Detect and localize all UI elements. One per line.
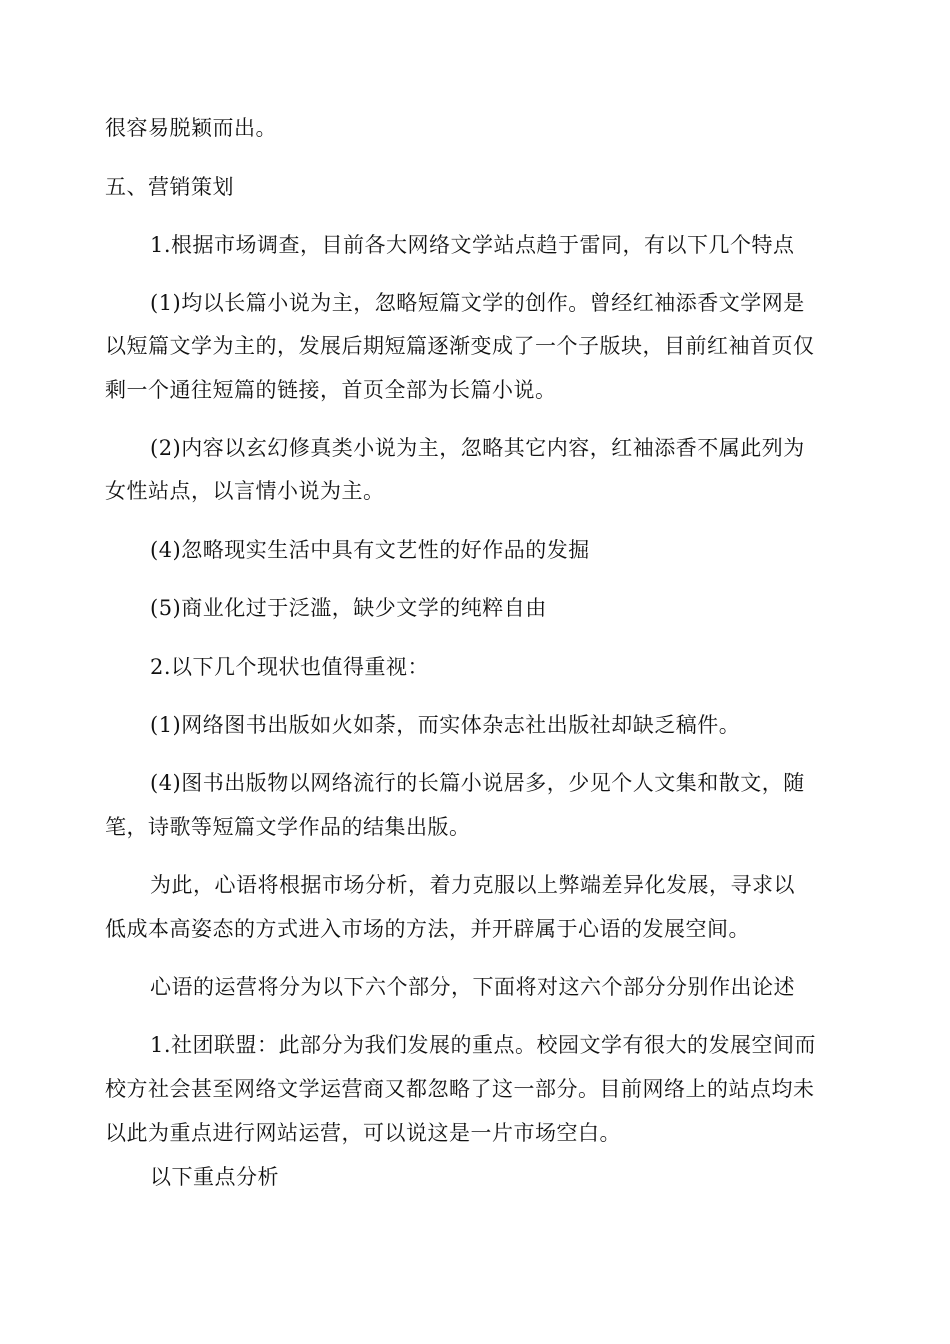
text-line: 以短篇文学为主的，发展后期短篇逐渐变成了一个子版块，目前红袖首页仅 (105, 334, 815, 358)
text-line: 很容易脱颖而出。 (105, 116, 277, 140)
text-line: 1.社团联盟：此部分为我们发展的重点。校园文学有很大的发展空间而 (150, 1033, 817, 1057)
text-line: 2.以下几个现状也值得重视： (150, 655, 430, 679)
text-line: 心语的运营将分为以下六个部分，下面将对这六个部分分别作出论述 (150, 975, 795, 999)
text-line: 为此，心语将根据市场分析，着力克服以上弊端差异化发展，寻求以 (150, 873, 795, 897)
text-line: 女性站点，以言情小说为主。 (105, 479, 385, 503)
text-line: (4)图书出版物以网络流行的长篇小说居多，少见个人文集和散文，随 (150, 771, 805, 795)
text-line: 以下重点分析 (150, 1165, 279, 1189)
text-line: (4)忽略现实生活中具有文艺性的好作品的发掘 (150, 538, 590, 562)
text-line: 剩一个通往短篇的链接，首页全部为长篇小说。 (105, 378, 557, 402)
section-heading: 五、营销策划 (105, 175, 234, 199)
text-line: (1)网络图书出版如火如荼，而实体杂志社出版社却缺乏稿件。 (150, 713, 741, 737)
text-line: (5)商业化过于泛滥，缺少文学的纯粹自由 (150, 596, 547, 620)
text-line: 校方社会甚至网络文学运营商又都忽略了这一部分。目前网络上的站点均未 (105, 1077, 815, 1101)
text-line: 以此为重点进行网站运营，可以说这是一片市场空白。 (105, 1121, 621, 1145)
text-line: 1.根据市场调查，目前各大网络文学站点趋于雷同，有以下几个特点 (150, 233, 795, 257)
text-line: 低成本高姿态的方式进入市场的方法，并开辟属于心语的发展空间。 (105, 917, 750, 941)
text-line: (1)均以长篇小说为主，忽略短篇文学的创作。曾经红袖添香文学网是 (150, 291, 805, 315)
text-line: (2)内容以玄幻修真类小说为主，忽略其它内容，红袖添香不属此列为 (150, 436, 805, 460)
text-line: 笔，诗歌等短篇文学作品的结集出版。 (105, 815, 471, 839)
